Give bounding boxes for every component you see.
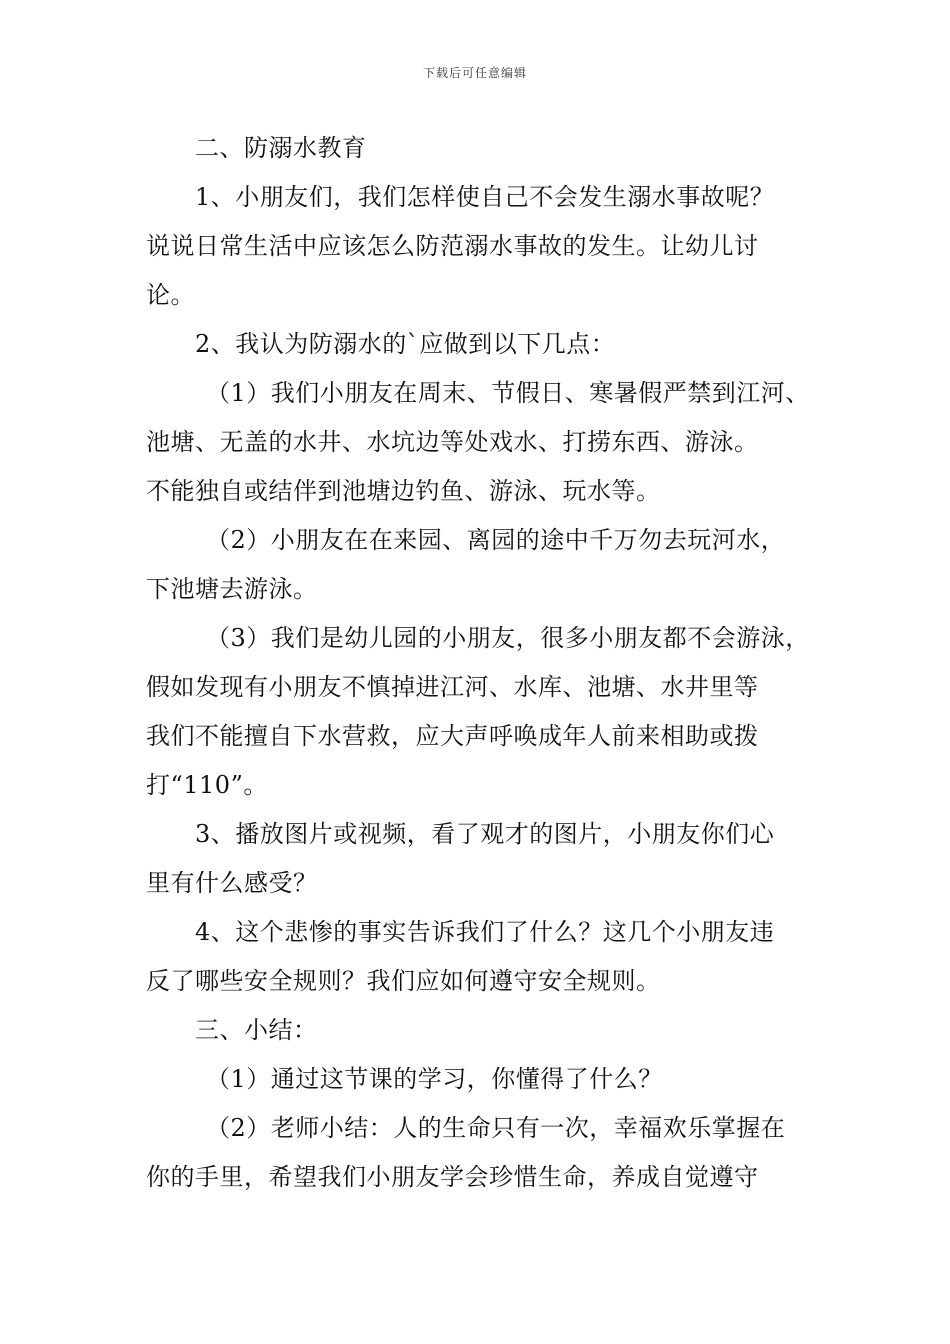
- text-line: 我们不能擅自下水营救，应大声呼唤成年人前来相助或拨: [146, 722, 759, 750]
- text-line: 2、我认为防溺水的`应做到以下几点：: [195, 330, 616, 358]
- text-line: 三、小结：: [195, 1016, 318, 1044]
- text-line: （2）老师小结：人的生命只有一次，幸福欢乐掌握在: [206, 1114, 786, 1142]
- text-line: （3）我们是幼儿园的小朋友，很多小朋友都不会游泳，: [206, 624, 810, 652]
- text-line: （2）小朋友在在来园、离园的途中千万勿去玩河水，: [206, 526, 786, 554]
- text-line: 里有什么感受？: [146, 869, 318, 897]
- text-line: 池塘、无盖的水井、水坑边等处戏水、打捞东西、游泳。: [146, 428, 759, 456]
- text-line: 二、防溺水教育: [195, 134, 367, 162]
- text-line: 反了哪些安全规则？我们应如何遵守安全规则。: [146, 967, 661, 995]
- text-line: 你的手里，希望我们小朋友学会珍惜生命，养成自觉遵守: [146, 1163, 759, 1191]
- text-line: 下池塘去游泳。: [146, 575, 318, 603]
- text-line: 论。: [146, 281, 195, 309]
- text-line: 假如发现有小朋友不慎掉进江河、水库、池塘、水井里等: [146, 673, 759, 701]
- text-line: （1）通过这节课的学习，你懂得了什么？: [206, 1065, 663, 1093]
- text-line: （1）我们小朋友在周末、节假日、寒暑假严禁到江河、: [206, 379, 810, 407]
- text-line: 4、这个悲惨的事实告诉我们了什么？这几个小朋友违: [195, 918, 775, 946]
- text-line: 1、小朋友们，我们怎样使自己不会发生溺水事故呢？: [195, 183, 775, 211]
- text-line: 说说日常生活中应该怎么防范溺水事故的发生。让幼儿讨: [146, 232, 759, 260]
- text-line: 不能独自或结伴到池塘边钓鱼、游泳、玩水等。: [146, 477, 661, 505]
- page-header: 下载后可任意编辑: [422, 66, 527, 80]
- text-line: 打“110”。: [146, 771, 268, 799]
- text-line: 3、播放图片或视频，看了观才的图片，小朋友你们心: [195, 820, 775, 848]
- document-body: [146, 124, 818, 1202]
